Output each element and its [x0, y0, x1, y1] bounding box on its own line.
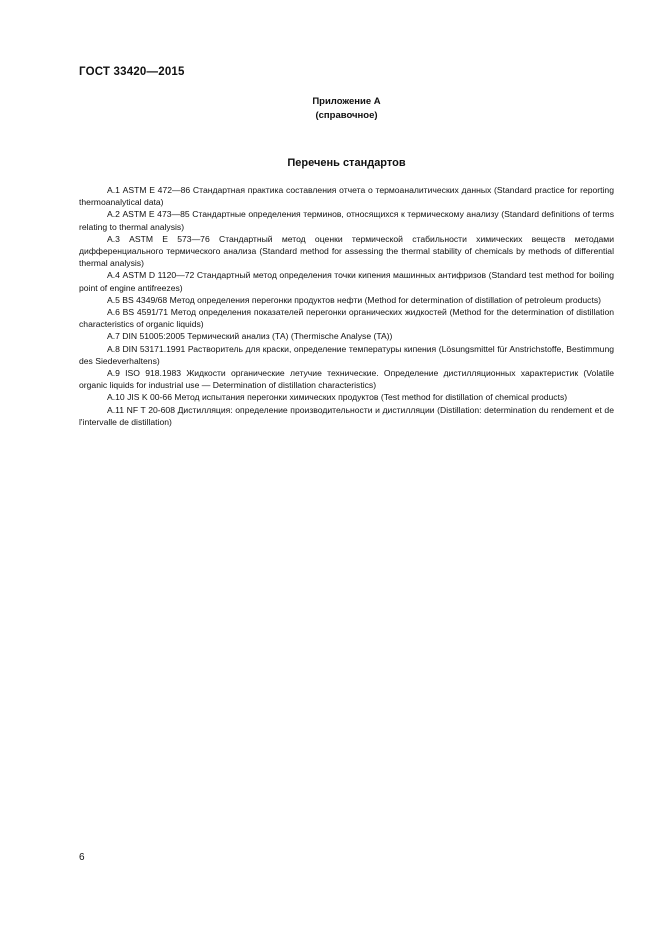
standard-item-a4: А.4 ASTM D 1120—72 Стандартный метод определения точки кипения машинных антифризов (Standard test method for boiling point of engine antifreezes)	[79, 270, 614, 293]
standard-item-a7: А.7 DIN 51005:2005 Термический анализ (ТА) (Thermische Analyse (TA))	[107, 331, 393, 342]
standard-item-a8: А.8 DIN 53171.1991 Растворитель для краски, определение температуры кипения (Lösungsmittel für Anstrichstoffe, Bestimmung des Siedeverhaltens)	[79, 343, 614, 366]
standard-item-a11: А.11 NF T 20-608 Дистилляция: определение производительности и дистилляции (Distillation: determination du rendement et de l'intervalle de distillation)	[79, 404, 614, 427]
appendix-subtitle: (справочное)	[315, 110, 378, 121]
section-title: Перечень стандартов	[287, 157, 406, 169]
page-number: 6	[79, 852, 85, 863]
document-code: ГОСТ 33420—2015	[79, 66, 185, 78]
standard-item-a9: А.9 ISO 918.1983 Жидкости органические летучие технические. Определение дистилляционных характеристик (Volatile organic liquids for industrial use — Determination of distillation characteristics)	[79, 368, 614, 391]
standard-item-a5: А.5 BS 4349/68 Метод определения перегонки продуктов нефти (Method for determination of distillation of petroleum products)	[107, 294, 602, 305]
standard-item-a3: А.3 ASTM E 573—76 Стандартный метод оценки термической стабильности химических веществ методами дифференциального термического анализа (Standard method for assessing the thermal stability of chemicals by methods of differential thermal analysis)	[79, 233, 614, 269]
standard-item-a10: А.10 JIS K 00-66 Метод испытания перегонки химических продуктов (Test method for distillation of chemical products)	[107, 392, 568, 403]
standard-item-a2: А.2 ASTM E 473—85 Стандартные определения терминов, относящихся к термическому анализу (Standard definitions of terms relating to thermal analysis)	[79, 209, 614, 232]
standard-item-a1: А.1 ASTM E 472—86 Стандартная практика составления отчета о термоаналитических данных (Standard practice for reporting thermoanalytical data)	[79, 185, 614, 208]
standard-item-a6: А.6 BS 4591/71 Метод определения показателей перегонки органических жидкостей (Method for the determination of distillation characteristics of organic liquids)	[79, 307, 614, 330]
standards-list	[79, 184, 614, 428]
appendix-heading	[79, 95, 614, 123]
appendix-title: Приложение А	[312, 96, 381, 107]
